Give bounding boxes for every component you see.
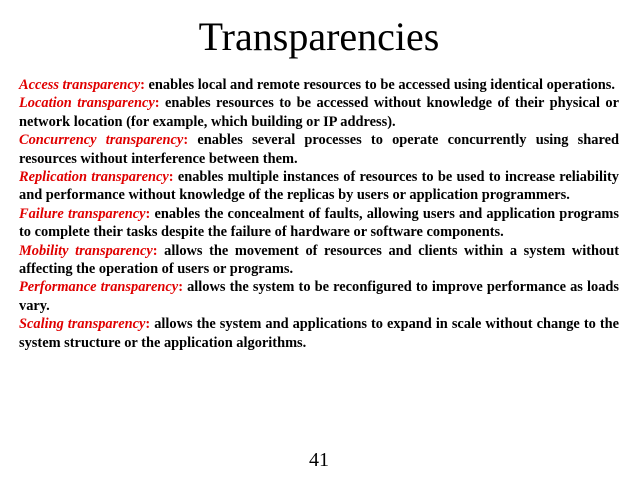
definition-separator: : bbox=[178, 279, 188, 296]
definition-term: Scaling transparency bbox=[19, 316, 146, 333]
definitions-list bbox=[19, 76, 619, 352]
definition-term: Performance transparency bbox=[19, 279, 179, 296]
page-number: 41 bbox=[309, 449, 329, 471]
definition-text: enables local and remote resources to be accessed using identical operations. bbox=[148, 77, 615, 93]
definition-separator: : bbox=[168, 169, 178, 186]
definition-item-concurrency bbox=[19, 131, 619, 168]
definition-term: Location transparency bbox=[19, 95, 155, 112]
definition-item-replication bbox=[19, 168, 619, 205]
definition-separator: : bbox=[183, 132, 198, 149]
definition-term: Replication transparency bbox=[19, 169, 169, 186]
definition-separator: : bbox=[140, 77, 149, 93]
definition-item-failure bbox=[19, 205, 619, 242]
definition-text: enables the concealment of faults, allowing users and application programs to complete their tasks despite the failure of hardware or software components. bbox=[19, 205, 620, 241]
definition-text: enables resources to be accessed without knowledge of their physical or network location (for example, which building or IP address). bbox=[19, 95, 620, 130]
definition-term: Access transparency bbox=[19, 77, 141, 93]
slide-title: Transparencies bbox=[198, 14, 440, 59]
definition-item-scaling bbox=[19, 315, 619, 352]
definition-separator: : bbox=[152, 242, 165, 259]
definition-text: enables several processes to operate concurrently using shared resources without interference between them. bbox=[19, 132, 619, 167]
definition-term: Failure transparency bbox=[19, 205, 146, 222]
definition-item-performance bbox=[19, 278, 619, 315]
definition-text: enables multiple instances of resources to be used to increase reliability and performance without knowledge of the replicas by users or application programmers. bbox=[19, 169, 619, 204]
definition-term: Concurrency transparency bbox=[19, 132, 184, 149]
definition-text: allows the system and applications to expand in scale without change to the system structure or the application algorithms. bbox=[19, 316, 620, 351]
definition-text: allows the movement of resources and clients within a system without affecting the operation of users or programs. bbox=[19, 242, 620, 278]
definition-separator: : bbox=[145, 316, 155, 333]
definition-separator: : bbox=[154, 95, 165, 112]
definition-text: allows the system to be reconfigured to improve performance as loads vary. bbox=[19, 279, 620, 314]
definition-separator: : bbox=[145, 205, 155, 222]
definition-term: Mobility transparency bbox=[19, 242, 153, 259]
definition-item-location bbox=[19, 94, 619, 131]
definition-item-access bbox=[19, 76, 619, 94]
definition-item-mobility bbox=[19, 242, 619, 279]
